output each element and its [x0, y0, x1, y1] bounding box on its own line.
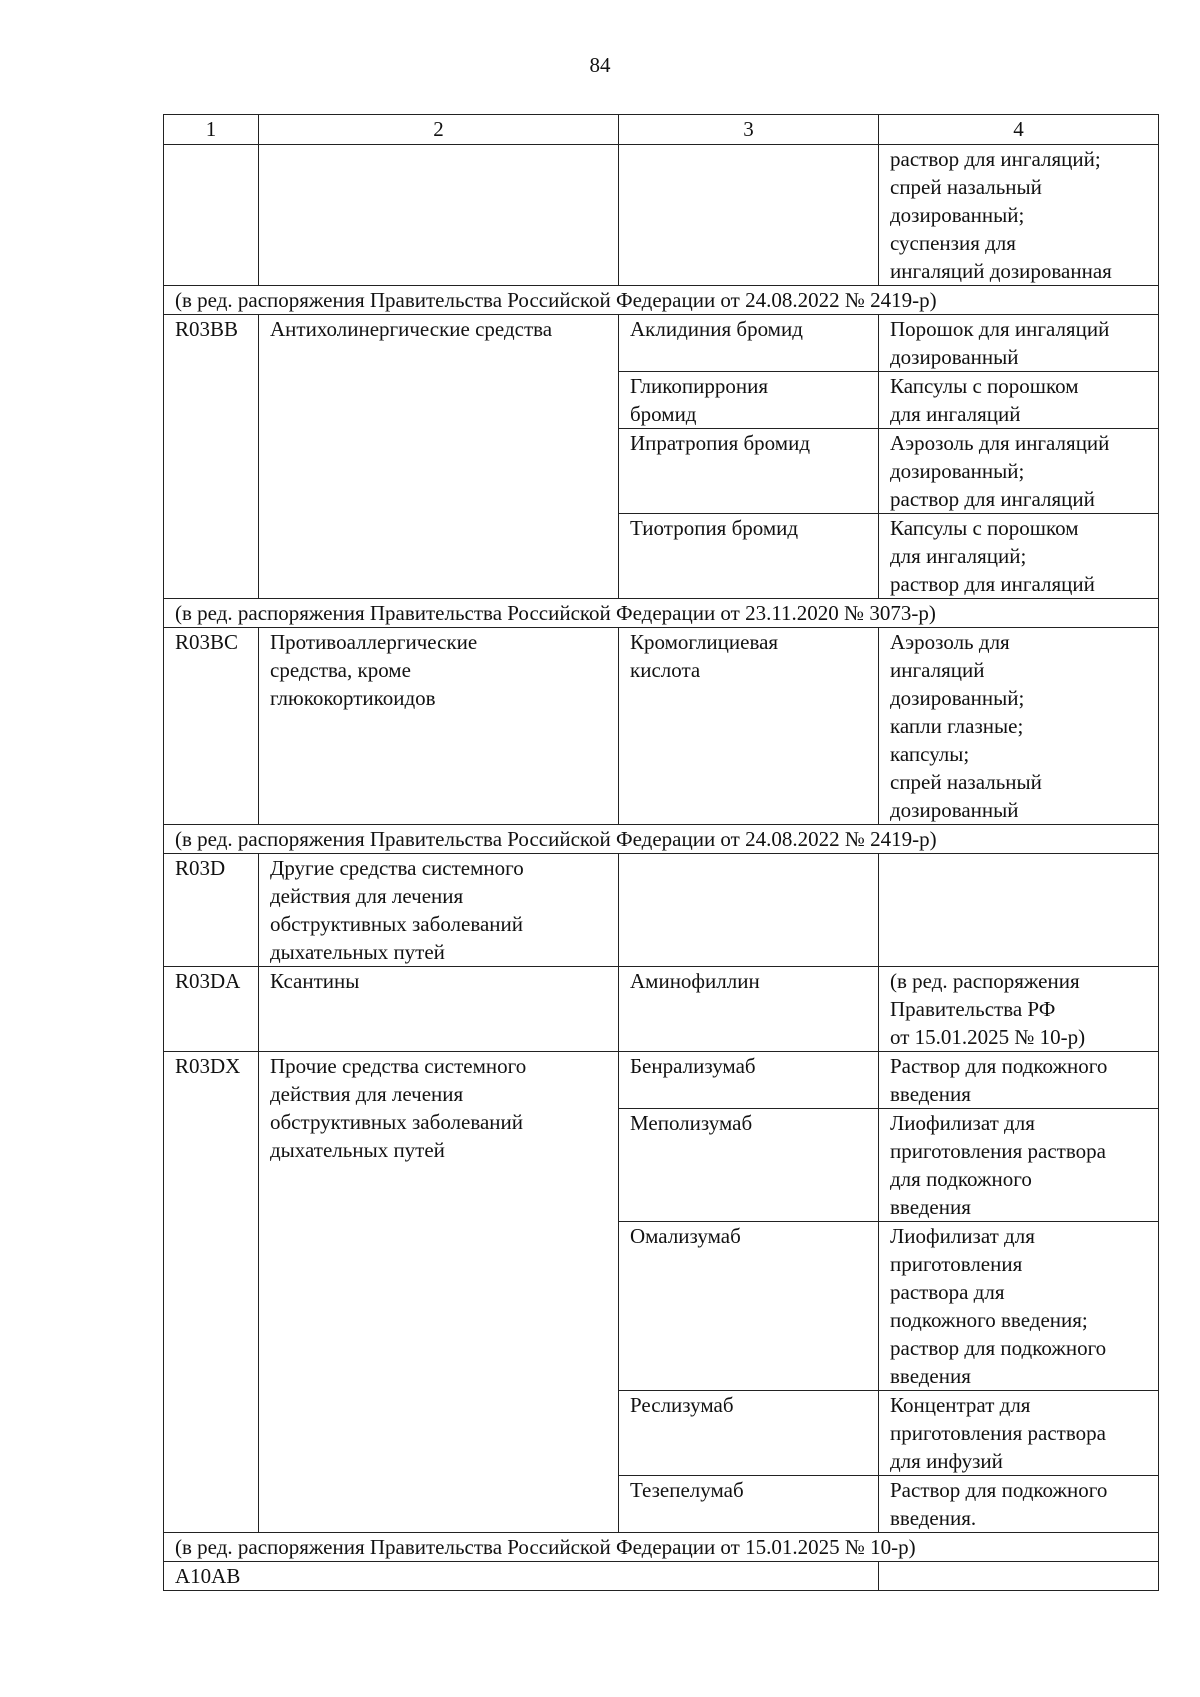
header-cell-4: 4 — [879, 115, 1159, 145]
form-line: введения — [890, 1195, 971, 1219]
forms-cell — [879, 1562, 1159, 1591]
forms-cell — [879, 628, 1159, 825]
forms-cell — [879, 1052, 1159, 1109]
group-cell — [259, 145, 619, 286]
code-cell: R03DX — [164, 1052, 259, 1533]
form-line: ингаляций — [890, 658, 985, 682]
form-line: спрей назальный — [890, 175, 1042, 199]
group-line: Другие средства системного — [270, 856, 524, 880]
forms-cell — [879, 315, 1159, 372]
form-line: Раствор для подкожного — [890, 1478, 1108, 1502]
form-line: для инфузий — [890, 1449, 1003, 1473]
group-line: действия для лечения — [270, 1082, 464, 1106]
amendment-row — [164, 286, 1159, 315]
form-line: капсулы; — [890, 742, 970, 766]
group-cell: Антихолинергические средства — [259, 315, 619, 599]
group-cell — [259, 1052, 619, 1533]
form-line: Капсулы с порошком — [890, 516, 1079, 540]
form-line: Лиофилизат для — [890, 1224, 1035, 1248]
table-row — [164, 628, 1159, 825]
form-line: (в ред. распоряжения — [890, 969, 1080, 993]
form-line: раствор для подкожного — [890, 1336, 1107, 1360]
form-line: Порошок для ингаляций — [890, 317, 1110, 341]
form-line: Лиофилизат для — [890, 1111, 1035, 1135]
drug-cell — [619, 514, 879, 599]
drug-cell: Тезепелумаб — [619, 1476, 879, 1533]
form-line: раствор для ингаляций — [890, 487, 1095, 511]
form-line: раствор для ингаляций — [890, 572, 1095, 596]
forms-cell — [879, 429, 1159, 514]
form-line: дозированный; — [890, 203, 1025, 227]
form-line: спрей назальный — [890, 770, 1042, 794]
code-cell: R03DA — [164, 967, 259, 1052]
form-line: раствор для ингаляций; — [890, 147, 1101, 171]
drug-cell — [619, 372, 879, 429]
drug-cell — [619, 854, 879, 967]
drug-cell — [619, 315, 879, 372]
group-cell: Ксантины — [259, 967, 619, 1052]
form-line: приготовления раствора — [890, 1421, 1106, 1445]
table-row — [164, 854, 1159, 967]
form-line: раствора для — [890, 1280, 1005, 1304]
forms-cell — [879, 1391, 1159, 1476]
form-line: Аэрозоль для — [890, 630, 1010, 654]
forms-cell — [879, 372, 1159, 429]
forms-cell — [879, 1109, 1159, 1222]
amendment-note: (в ред. распоряжения Правительства Российской Федерации от 23.11.2020 № 3073-р) — [164, 599, 1159, 628]
drug-line: Кромоглициевая — [630, 630, 779, 654]
drug-line: Гликопиррония — [630, 374, 769, 398]
medicines-table — [163, 114, 1159, 1591]
table-row — [164, 145, 1159, 286]
amendment-row — [164, 825, 1159, 854]
drug-line: Аклидиния бромид — [630, 317, 803, 341]
form-line: введения — [890, 1364, 971, 1388]
form-line: для ингаляций; — [890, 544, 1027, 568]
group-line: средства, кроме — [270, 658, 411, 682]
drug-cell — [619, 429, 879, 514]
form-line: ингаляций дозированная — [890, 259, 1112, 283]
header-cell-1: 1 — [164, 115, 259, 145]
page-number: 84 — [589, 53, 611, 77]
form-line: для подкожного — [890, 1167, 1032, 1191]
drug-cell — [619, 628, 879, 825]
form-line: дозированный — [890, 798, 1019, 822]
form-line: введения. — [890, 1506, 977, 1530]
drug-line: кислота — [630, 658, 701, 682]
code-cell: R03BB — [164, 315, 259, 599]
drug-line: бромид — [630, 402, 697, 426]
header-cell-2: 2 — [259, 115, 619, 145]
form-line: Правительства РФ — [890, 997, 1056, 1021]
form-line: от 15.01.2025 № 10-р) — [890, 1025, 1086, 1049]
header-cell-3: 3 — [619, 115, 879, 145]
amendment-note: (в ред. распоряжения Правительства Российской Федерации от 24.08.2022 № 2419-р) — [164, 286, 1159, 315]
amendment-row — [164, 1533, 1159, 1562]
amendment-row — [164, 599, 1159, 628]
form-line: дозированный — [890, 345, 1019, 369]
drug-cell: Омализумаб — [619, 1222, 879, 1391]
drug-cell: Меполизумаб — [619, 1109, 879, 1222]
group-line: дыхательных путей — [270, 1138, 445, 1162]
table-row — [164, 967, 1159, 1052]
forms-cell — [879, 967, 1159, 1052]
amendment-note: (в ред. распоряжения Правительства Российской Федерации от 15.01.2025 № 10-р) — [164, 1533, 1159, 1562]
code-cell: A10AB — [164, 1562, 879, 1591]
form-line: подкожного введения; — [890, 1308, 1088, 1332]
form-line: дозированный; — [890, 686, 1025, 710]
drug-cell: Бенрализумаб — [619, 1052, 879, 1109]
group-line: Противоаллергические — [270, 630, 478, 654]
group-line: действия для лечения — [270, 884, 464, 908]
forms-cell — [879, 1476, 1159, 1533]
form-line: Раствор для подкожного — [890, 1054, 1108, 1078]
form-line: суспензия для — [890, 231, 1016, 255]
drug-cell: Аминофиллин — [619, 967, 879, 1052]
form-line: Капсулы с порошком — [890, 374, 1079, 398]
group-line: дыхательных путей — [270, 940, 445, 964]
form-line: введения — [890, 1082, 971, 1106]
forms-cell — [879, 514, 1159, 599]
code-cell — [164, 145, 259, 286]
group-line: обструктивных заболеваний — [270, 1110, 524, 1134]
group-line: Прочие средства системного — [270, 1054, 527, 1078]
table-header-row — [164, 115, 1159, 145]
drug-cell — [619, 145, 879, 286]
form-line: Аэрозоль для ингаляций — [890, 431, 1110, 455]
forms-cell — [879, 854, 1159, 967]
forms-cell — [879, 1222, 1159, 1391]
forms-cell — [879, 145, 1159, 286]
form-line: приготовления раствора — [890, 1139, 1106, 1163]
group-cell — [259, 854, 619, 967]
group-line: обструктивных заболеваний — [270, 912, 524, 936]
code-cell: R03BC — [164, 628, 259, 825]
table-row — [164, 1052, 1159, 1109]
group-line: глюкокортикоидов — [270, 686, 436, 710]
form-line: дозированный; — [890, 459, 1025, 483]
drug-line: Ипратропия бромид — [630, 431, 810, 455]
form-line: капли глазные; — [890, 714, 1024, 738]
group-cell — [259, 628, 619, 825]
drug-cell: Реслизумаб — [619, 1391, 879, 1476]
form-line: Концентрат для — [890, 1393, 1031, 1417]
form-line: для ингаляций — [890, 402, 1021, 426]
amendment-note: (в ред. распоряжения Правительства Российской Федерации от 24.08.2022 № 2419-р) — [164, 825, 1159, 854]
table-row — [164, 315, 1159, 372]
code-cell: R03D — [164, 854, 259, 967]
form-line: приготовления — [890, 1252, 1023, 1276]
table-row — [164, 1562, 1159, 1591]
drug-line: Тиотропия бромид — [630, 516, 799, 540]
